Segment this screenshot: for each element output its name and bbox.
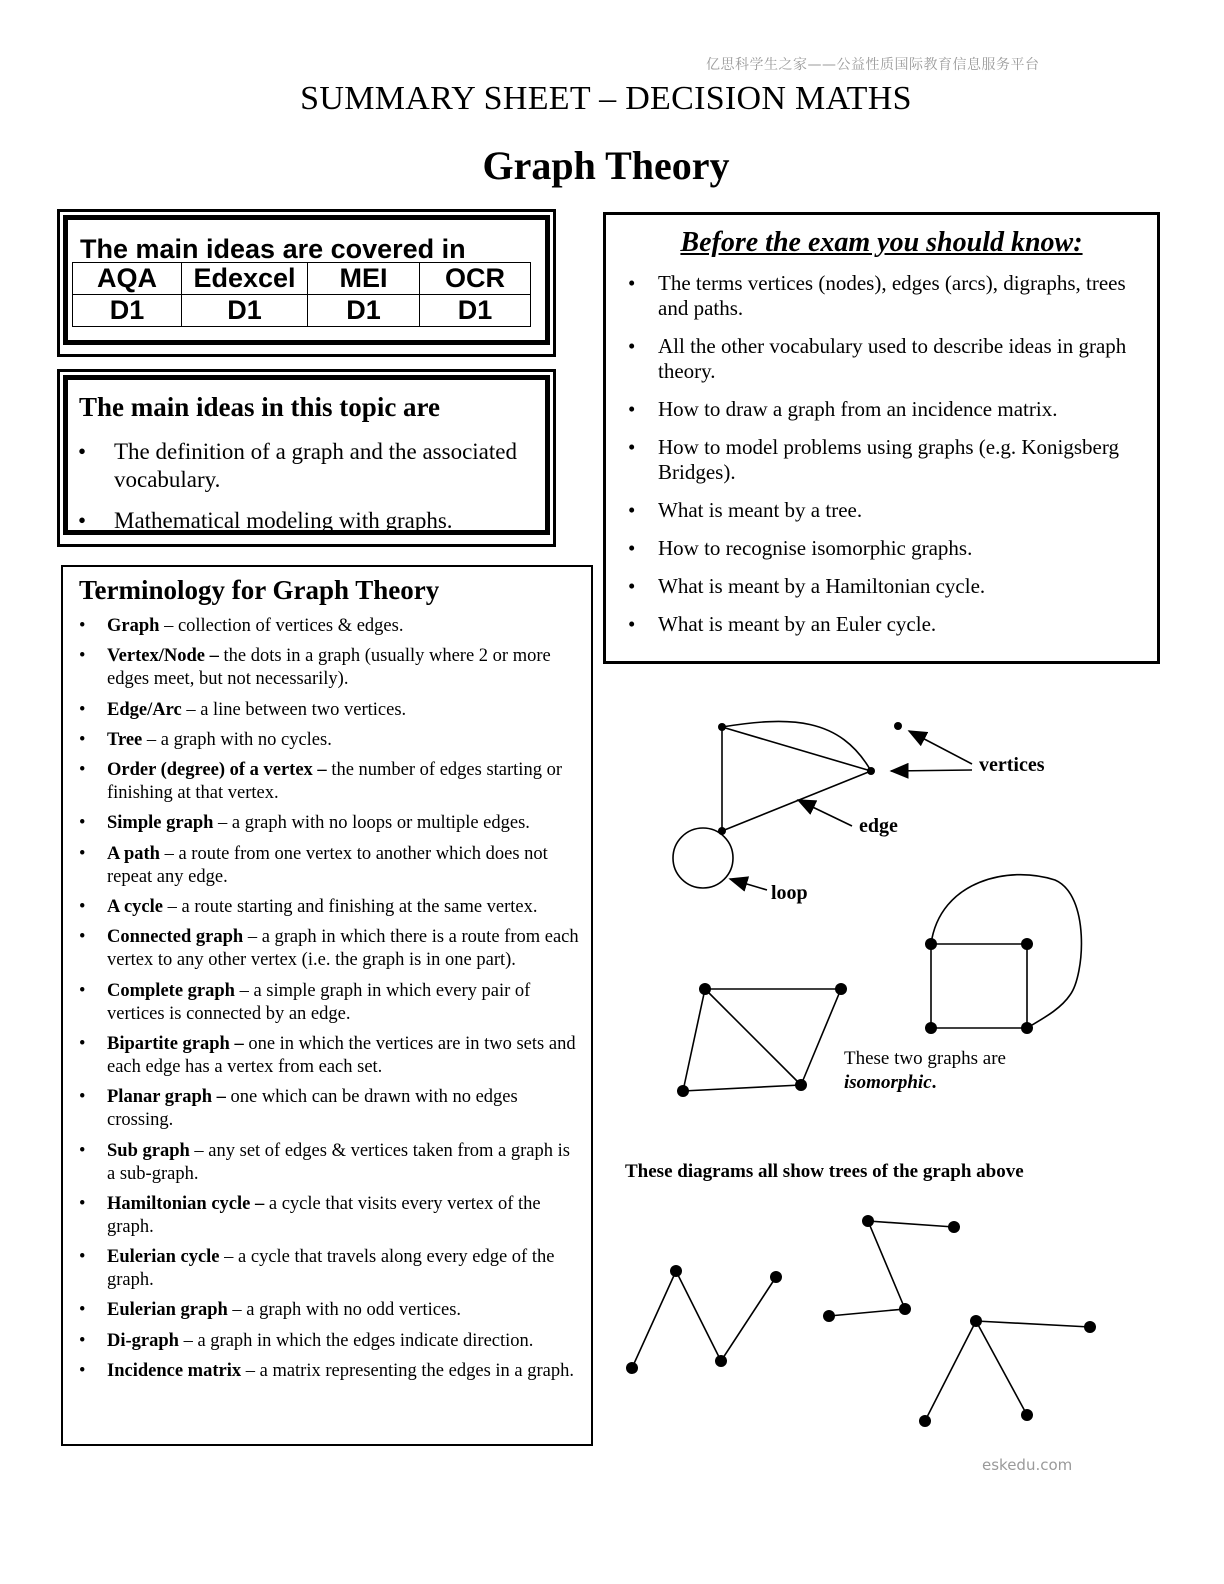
label-edge: edge <box>859 815 898 837</box>
term-name: A path <box>107 843 160 864</box>
graph-vertex <box>894 722 902 730</box>
tree-vertex <box>670 1265 682 1277</box>
tree-vertex <box>1021 1409 1033 1421</box>
term-name: Bipartite graph – <box>107 1033 244 1054</box>
module-ocr: D1 <box>420 295 531 327</box>
graph-edge <box>705 989 801 1085</box>
term-name: Complete graph <box>107 980 235 1001</box>
term-name: Simple graph <box>107 813 214 834</box>
exam-item: • What is meant by an Euler cycle. <box>628 612 1148 637</box>
isomorphic-period: . <box>931 1072 937 1093</box>
graph-vertex <box>835 983 847 995</box>
isomorphic-word: isomorphic <box>844 1072 932 1093</box>
arrow-to-vertex <box>891 770 972 771</box>
board-edexcel: Edexcel <box>182 263 308 295</box>
graph-loop <box>673 828 733 888</box>
main-ideas-heading: The main ideas in this topic are <box>79 392 441 422</box>
term-name: Di-graph <box>107 1330 179 1351</box>
term-definition: – a simple graph in which every pair of vertices is connected by an edge. <box>107 980 531 1024</box>
label-vertices: vertices <box>979 754 1045 776</box>
isomorphic-line: These two graphs are <box>844 1048 1006 1069</box>
graph-edge <box>801 989 841 1085</box>
term-name: Graph <box>107 616 160 636</box>
graph-vertex <box>795 1079 807 1091</box>
graph-vertex <box>1021 938 1033 950</box>
term-definition: one which can be drawn with no edges crossing. <box>107 1087 518 1131</box>
graph-vertex <box>867 767 875 775</box>
page-title: SUMMARY SHEET – DECISION MATHS <box>300 80 912 117</box>
term-definition: – a route from one vertex to another which does not repeat any edge. <box>107 843 548 887</box>
graph-vertex <box>718 827 726 835</box>
graph-vertex <box>677 1085 689 1097</box>
isomorphic-line-2 <box>844 1071 1044 1095</box>
terminology-heading: Terminology for Graph Theory <box>79 575 440 605</box>
module-mei: D1 <box>308 295 420 327</box>
arrow-to-loop <box>730 879 767 890</box>
page-subtitle: Graph Theory <box>482 143 730 188</box>
exam-item: • What is meant by a Hamiltonian cycle. <box>628 574 1148 599</box>
graph-edge <box>722 771 871 831</box>
exam-item: • The terms vertices (nodes), edges (arcs), digraphs, trees and paths. <box>628 271 1148 321</box>
arrow-to-edge <box>798 800 852 826</box>
term-definition: – a graph with no cycles. <box>142 729 332 750</box>
term-name: Incidence matrix <box>107 1361 242 1382</box>
board-mei: MEI <box>308 263 420 295</box>
tree-vertex <box>862 1215 874 1227</box>
arrow-to-isolated-vertex <box>909 731 972 764</box>
main-idea-item: • Mathematical modeling with graphs. <box>78 507 538 535</box>
tree-vertex <box>899 1303 911 1315</box>
tree-vertex <box>1084 1321 1096 1333</box>
exam-item: • All the other vocabulary used to describe ideas in graph theory. <box>628 334 1148 384</box>
tree-vertex <box>970 1315 982 1327</box>
board-ocr: OCR <box>420 263 531 295</box>
term-name: Order (degree) of a vertex – <box>107 760 327 781</box>
tree-3-edge <box>976 1321 1090 1327</box>
module-aqa: D1 <box>73 295 182 327</box>
tree-3-edge <box>976 1321 1027 1415</box>
exam-heading: Before the exam you should know: <box>680 227 1083 258</box>
graph-curved-edge <box>931 875 1081 1028</box>
graph-vertex <box>925 1022 937 1034</box>
graph-edge <box>683 989 705 1091</box>
term-definition: – a route starting and finishing at the same vertex. <box>163 897 538 918</box>
tree-vertex <box>715 1355 727 1367</box>
tree-vertex <box>948 1221 960 1233</box>
term-definition: the number of edges starting or finishing at that vertex. <box>107 760 562 804</box>
term-name: Eulerian cycle <box>107 1247 220 1268</box>
isomorphic-note <box>844 1047 1044 1095</box>
tree-1 <box>632 1271 776 1368</box>
exam-item: • How to model problems using graphs (e.g. Konigsberg Bridges). <box>628 435 1148 485</box>
term-definition: – a graph with no odd vertices. <box>227 1300 462 1321</box>
label-loop: loop <box>771 882 808 904</box>
graph-vertex <box>718 723 726 731</box>
graph-vertex <box>699 983 711 995</box>
term-name: Sub graph <box>107 1140 190 1161</box>
coverage-heading: The main ideas are covered in <box>80 234 466 264</box>
term-name: Tree <box>107 729 143 750</box>
term-definition: – a cycle that travels along every edge of the graph. <box>107 1247 555 1291</box>
tree-vertex <box>626 1362 638 1374</box>
trees-caption: These diagrams all show trees of the graph above <box>625 1161 1024 1182</box>
term-name: Vertex/Node – <box>107 646 219 667</box>
tree-vertex <box>770 1271 782 1283</box>
tree-3-edge <box>925 1321 976 1421</box>
graph-edge <box>683 1085 801 1091</box>
graph-vertex <box>925 938 937 950</box>
watermark-top: 亿思科学生之家——公益性质国际教育信息服务平台 <box>706 57 1040 73</box>
term-definition: – a graph with no loops or multiple edges. <box>213 813 530 834</box>
graph-edge <box>722 727 871 771</box>
term-definition: – a matrix representing the edges in a graph. <box>241 1361 574 1382</box>
term-definition: one in which the vertices are in two sets and each edge has a vertex from each set. <box>107 1033 576 1077</box>
term-name: A cycle <box>107 897 163 918</box>
watermark-bottom: eskedu.com <box>982 1456 1073 1474</box>
term-name: Eulerian graph <box>107 1300 228 1321</box>
exam-item: • How to recognise isomorphic graphs. <box>628 536 1148 561</box>
term-name: Connected graph <box>107 927 244 948</box>
term-name: Planar graph – <box>107 1087 226 1108</box>
tree-vertex <box>823 1310 835 1322</box>
main-idea-item: • The definition of a graph and the associated vocabulary. <box>78 438 538 494</box>
tree-vertex <box>919 1415 931 1427</box>
exam-item: • What is meant by a tree. <box>628 498 1148 523</box>
term-definition: – a graph in which the edges indicate direction. <box>178 1330 534 1351</box>
board-aqa: AQA <box>73 263 182 295</box>
term-definition: – any set of edges & vertices taken from a graph is a sub-graph. <box>107 1140 570 1184</box>
term-name: Edge/Arc <box>107 699 182 720</box>
term-definition: – a line between two vertices. <box>181 699 407 720</box>
term-name: Hamiltonian cycle – <box>107 1193 265 1214</box>
term-definition: – collection of vertices & edges. <box>159 616 404 636</box>
term-definition: the dots in a graph (usually where 2 or more edges meet, but not necessarily). <box>107 646 551 690</box>
exam-item: • How to draw a graph from an incidence matrix. <box>628 397 1148 422</box>
module-edexcel: D1 <box>182 295 308 327</box>
graph-vertex <box>1021 1022 1033 1034</box>
tree-2 <box>829 1221 954 1316</box>
term-definition: a cycle that visits every vertex of the graph. <box>107 1193 541 1237</box>
term-definition: – a graph in which there is a route from each vertex to any other vertex (i.e. the graph is in one part). <box>107 927 579 971</box>
